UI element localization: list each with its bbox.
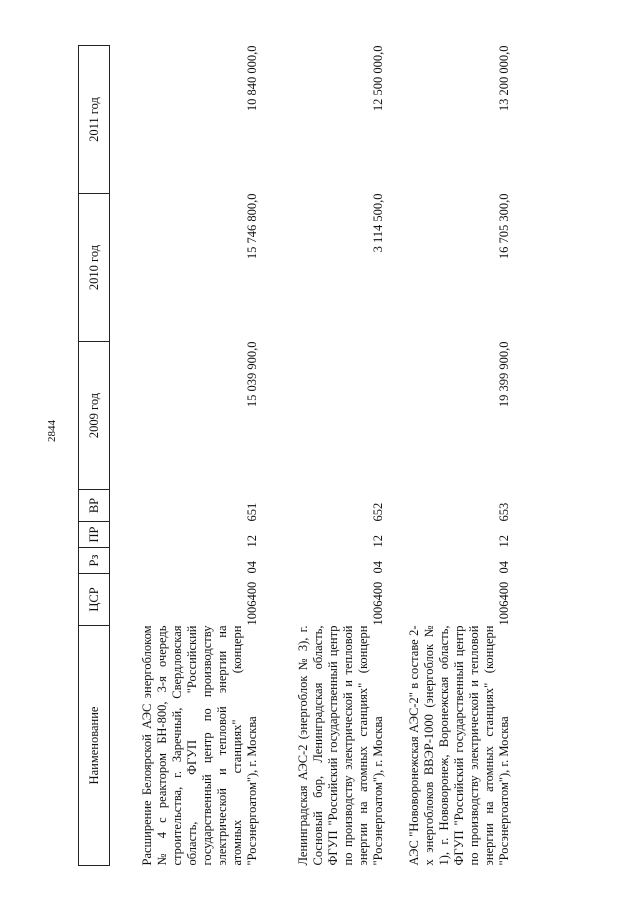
row-pr: 12 xyxy=(245,535,259,548)
row-rz: 04 xyxy=(497,561,511,574)
row-2010: 3 114 500,0 xyxy=(371,193,385,253)
row-rz: 04 xyxy=(371,561,385,574)
row-2011: 10 840 000,0 xyxy=(245,45,259,112)
row-name: АЭС "Нововоронежская АЭС-2" в составе 2-х энергоблоков ВВЭР-1000 (энергоблок № 1), г. Нововоронеж, Воронежская область, ФГУП "Российский государственный центр по производству электрической и тепловой энергии на атомных станциях" (концерн "Росэнергоатом"), г. Москва xyxy=(407,625,511,866)
table-header-row xyxy=(79,46,110,866)
header-2011: 2011 год xyxy=(79,46,110,194)
row-vr: 651 xyxy=(245,502,259,522)
row-rz: 04 xyxy=(245,561,259,574)
header-name: Наименование xyxy=(79,626,110,866)
row-name: Ленинградская АЭС-2 (энергоблок № 3), г. Сосновый бор, Ленинградская область, ФГУП "Российский государственный центр по производству электрической и тепловой энергии на атомных станциях" (концерн "Росэнергоатом"), г. Москва xyxy=(296,625,385,866)
header-csr: ЦСР xyxy=(79,574,110,626)
row-name: Расширение Белоярской АЭС энергоблоком № 4 с реактором БН-800, 3-я очередь строительства, г. Заречный, Свердловская область, ФГУП "Российский государственный центр по производству электрической и тепловой энергии на атомных станциях" (концерн "Росэнергоатом"), г. Москва xyxy=(140,625,259,866)
row-2009: 15 039 900,0 xyxy=(245,341,259,408)
header-2009: 2009 год xyxy=(79,342,110,490)
header-rz: Рз xyxy=(79,548,110,574)
table-row xyxy=(110,46,267,866)
row-2011: 12 500 000,0 xyxy=(371,45,385,112)
row-vr: 653 xyxy=(497,502,511,522)
row-pr: 12 xyxy=(371,535,385,548)
table-row xyxy=(392,46,518,866)
page-number: 2844 xyxy=(46,420,58,442)
row-2010: 15 746 800,0 xyxy=(245,193,259,260)
row-2009 xyxy=(266,342,392,490)
budget-table xyxy=(78,45,518,866)
header-vr: ВР xyxy=(79,490,110,522)
row-csr: 1006400 xyxy=(371,581,385,626)
row-2009: 19 399 900,0 xyxy=(497,341,511,408)
table-row xyxy=(266,46,392,866)
row-vr: 652 xyxy=(371,502,385,522)
row-csr: 1006400 xyxy=(245,581,259,626)
row-csr: 1006400 xyxy=(497,581,511,626)
row-2011: 13 200 000,0 xyxy=(497,45,511,112)
row-pr: 12 xyxy=(497,535,511,548)
header-pr: ПР xyxy=(79,522,110,548)
row-2010: 16 705 300,0 xyxy=(497,193,511,260)
header-2010: 2010 год xyxy=(79,194,110,342)
rotated-budget-table-sheet xyxy=(78,45,511,866)
